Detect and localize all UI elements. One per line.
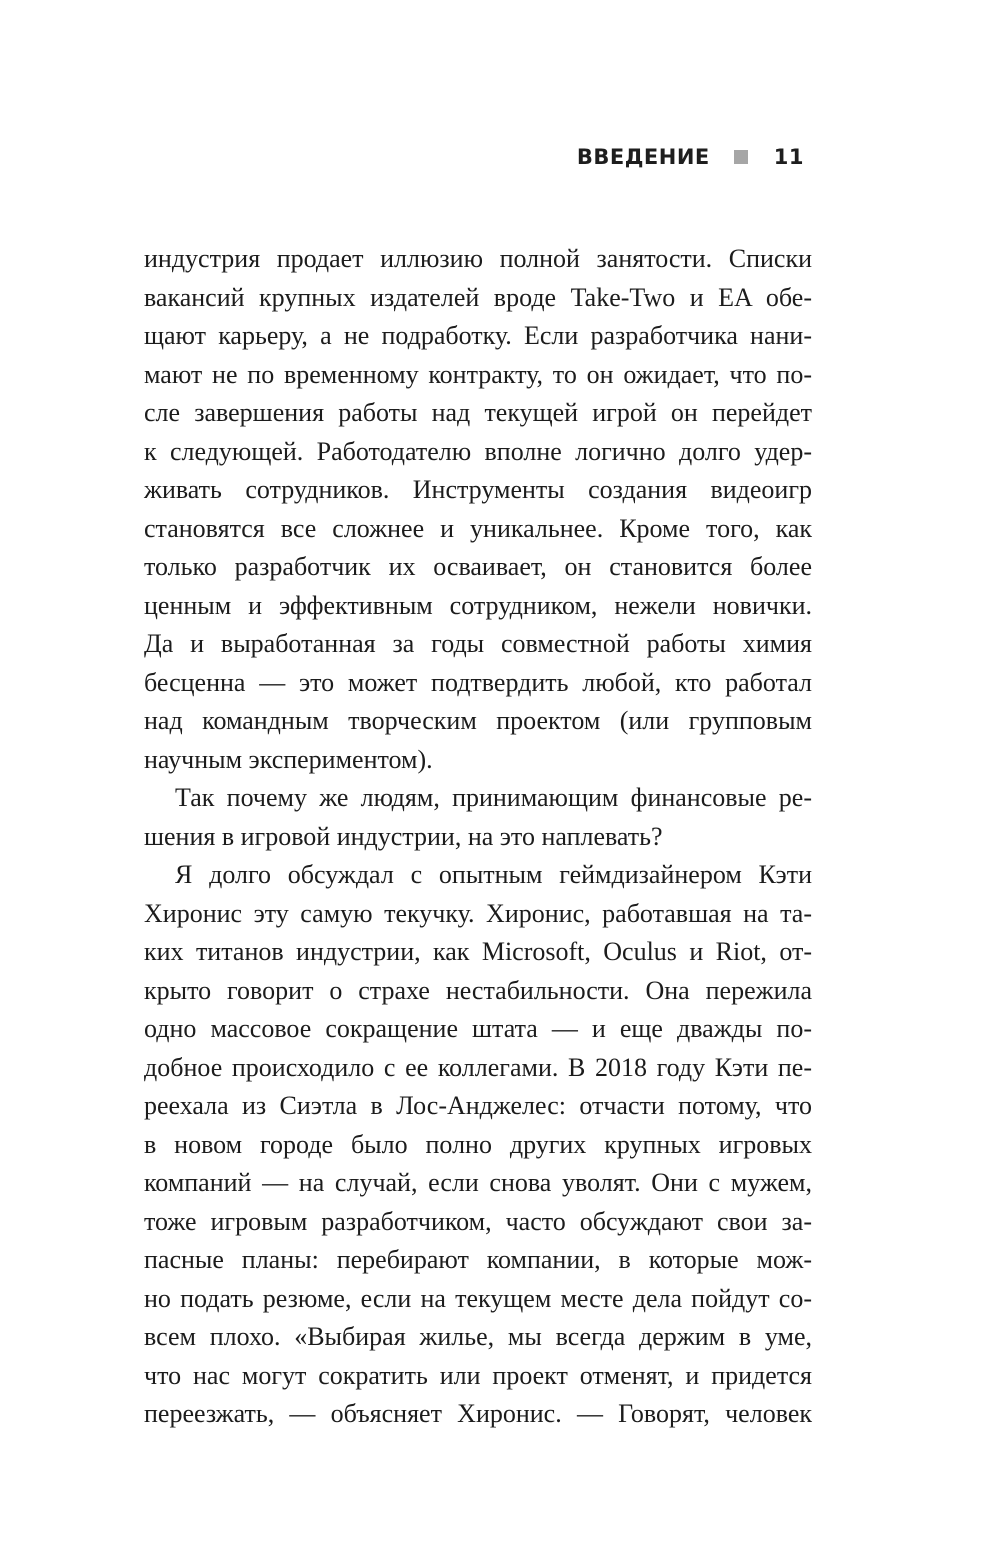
text-line: индустрия продает иллюзию полной занятости. Списки	[144, 244, 812, 273]
text-line: становятся все сложнее и уникальнее. Кроме того, как	[144, 513, 812, 543]
text-line: Да и выработанная за годы совместной работы химия	[144, 629, 812, 658]
text-line: переезжать, — объясняет Хиронис. — Говорят, человек	[144, 1399, 812, 1428]
text-line: одно массовое сокращение штата — и еще дважды по-	[144, 1014, 812, 1043]
text-line: живать сотрудников. Инструменты создания видеоигр	[144, 475, 812, 504]
section-title: ВВЕДЕНИЕ	[576, 145, 710, 169]
text-line: реехала из Сиэтла в Лос-Анджелес: отчасти потому, что	[144, 1091, 812, 1120]
text-line: компаний — на случай, если снова уволят. Они с мужем,	[144, 1168, 812, 1197]
text-line: сле завершения работы над текущей игрой он перейдет	[144, 398, 812, 427]
text-line: пасные планы: перебирают компании, в которые мож-	[144, 1245, 812, 1274]
text-line: Я долго обсуждал с опытным геймдизайнером Кэти	[175, 860, 812, 889]
running-head	[577, 140, 804, 174]
body-text	[144, 240, 812, 1434]
text-line: добное происходило с ее коллегами. В 2018 году Кэти пе-	[144, 1052, 812, 1082]
text-line: Так почему же людям, принимающим финансовые ре-	[175, 783, 812, 812]
text-line: шения в игровой индустрии, на это наплевать?	[144, 821, 663, 851]
text-line: над командным творческим проектом (или групповым	[144, 706, 812, 735]
text-line: ценным и эффективным сотрудником, нежели новички.	[144, 590, 812, 620]
text-line: что нас могут сократить или проект отменят, и придется	[144, 1360, 812, 1390]
text-line: тоже игровым разработчиком, часто обсуждают свои за-	[144, 1206, 812, 1236]
text-line: щают карьеру, а не подработку. Если разработчика нани-	[144, 321, 812, 350]
text-line: вакансий крупных издателей вроде Take-Two и EA обе-	[144, 282, 812, 312]
text-line: Хиронис эту самую текучку. Хиронис, работавшая на та-	[144, 898, 812, 928]
square-marker-icon	[734, 150, 748, 164]
page-number: 11	[773, 145, 804, 169]
text-line: бесценна — это может подтвердить любой, кто работал	[144, 667, 812, 697]
text-line: всем плохо. «Выбирая жилье, мы всегда держим в уме,	[144, 1322, 812, 1351]
text-line: ких титанов индустрии, как Microsoft, Oculus и Riot, от-	[144, 937, 812, 966]
text-line: к следующей. Работодателю вполне логично долго удер-	[144, 436, 812, 466]
text-line: мают не по временному контракту, то он ожидает, что по-	[144, 359, 812, 389]
text-line: в новом городе было полно других крупных игровых	[144, 1129, 812, 1159]
text-line: крыто говорит о страхе нестабильности. Она пережила	[144, 975, 812, 1005]
text-line: научным экспериментом).	[144, 744, 433, 774]
text-line: только разработчик их осваивает, он становится более	[144, 552, 812, 581]
text-line: но подать резюме, если на текущем месте дела пойдут со-	[144, 1283, 812, 1313]
